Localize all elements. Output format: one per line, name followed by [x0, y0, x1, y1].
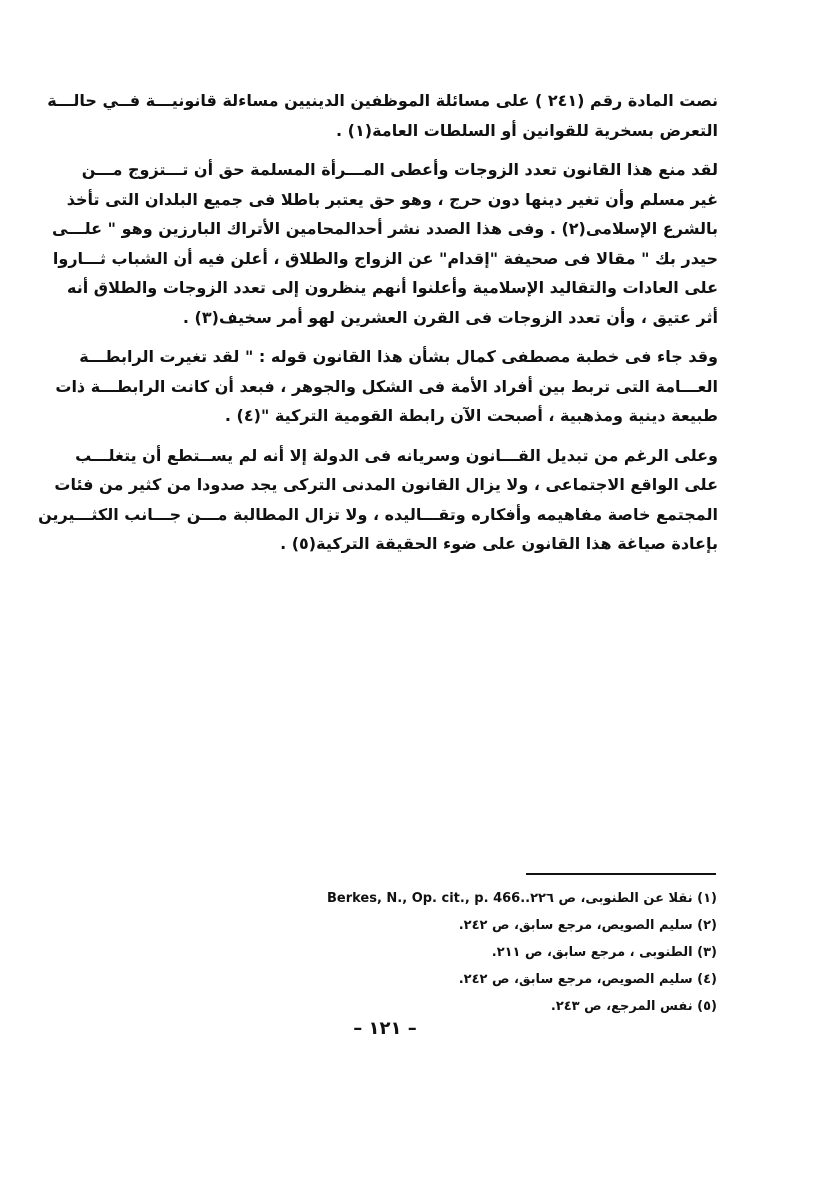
text-line: على الواقع الاجتماعى ، ولا يزال القانون المدنى التركى يجد صدودا من كثير من فئات [54, 475, 718, 494]
footnote-divider [526, 873, 716, 875]
text-line: حيدر بك " مقالا فى صحيفة "إقدام" عن الزواج والطلاق ، أعلن فيه أن الشباب ثـــاروا [52, 248, 718, 268]
page-number: – ١٢١ – [353, 1018, 417, 1039]
text-line: العـــامة التى تربط بين أفراد الأمة فى الشكل والجوهر ، فبعد أن كانت الرابطـــة ذات [55, 376, 718, 396]
text-line: نصت المادة رقم (٢٤١ ) على مسائلة الموظفين الدينيين مساءلة قانونيـــة فــي حالـــة [47, 91, 718, 110]
paragraph-3 [55, 342, 718, 431]
text-line: وقد جاء فى خطبة مصطفى كمال بشأن هذا القانون قوله : " لقد تغيرت الرابطـــة [79, 347, 718, 366]
text-line: أثر عتيق ، وأن تعدد الزوجات فى القرن العشرين لهو أمر سخيف(٣) . [182, 307, 718, 327]
text-line: المجتمع خاصة مفاهيمه وأفكاره وتقـــاليده ، ولا تزال المطالبة مـــن جـــانب الكثـــيرين [38, 504, 718, 524]
text-line: غير مسلم وأن تغير دينها دون حرج ، وهو حق يعتبر باطلا فى جميع البلدان التى تأخذ [66, 189, 718, 209]
text-line: طبيعة دينية ومذهبية ، أصبحت الآن رابطة القومية التركية "(٤) . [224, 406, 718, 425]
footnote-1: (١) نقلا عن الطنوبى، ص ٢٢٦..Berkes, N., Op. cit., p. 466 [326, 891, 717, 906]
text-line: وعلى الرغم من تبديل القـــانون وسريانه فى الدولة إلا أنه لم يســتطع أن يتغلـــب [75, 445, 718, 465]
text-line: التعرض بسخرية للقوانين أو السلطات العامة(١) . [336, 120, 718, 140]
text-line: على العادات والتقاليد الإسلامية وأعلنوا أنهم ينظرون إلى تعدد الزوجات والطلاق أنه [67, 278, 718, 297]
footnote-3: (٣) الطنوبى ، مرجع سابق، ص ٢١١. [491, 945, 717, 960]
text-line: بإعادة صياغة هذا القانون على ضوء الحقيقة التركية(٥) . [280, 534, 718, 553]
text-line: لقد منع هذا القانون تعدد الزوجات وأعطى المـــرأة المسلمة حق أن تـــتزوج مـــن [81, 160, 718, 179]
paragraph-4 [38, 441, 718, 559]
footnotes [217, 885, 717, 1020]
footnote-5: (٥) نفس المرجع، ص ٢٤٣. [550, 999, 717, 1014]
paragraph-2 [52, 155, 718, 332]
paragraph-1 [47, 86, 718, 145]
footnote-4: (٤) سليم الصويص، مرجع سابق، ص ٢٤٢. [458, 972, 717, 987]
text-line: بالشرع الإسلامى(٢) . وفى هذا الصدد نشر أحدالمحامين الأتراك البارزين وهو " علـــى [52, 219, 718, 238]
footnote-2: (٢) سليم الصويص، مرجع سابق، ص ٢٤٢. [458, 918, 717, 933]
body-text [38, 86, 718, 569]
